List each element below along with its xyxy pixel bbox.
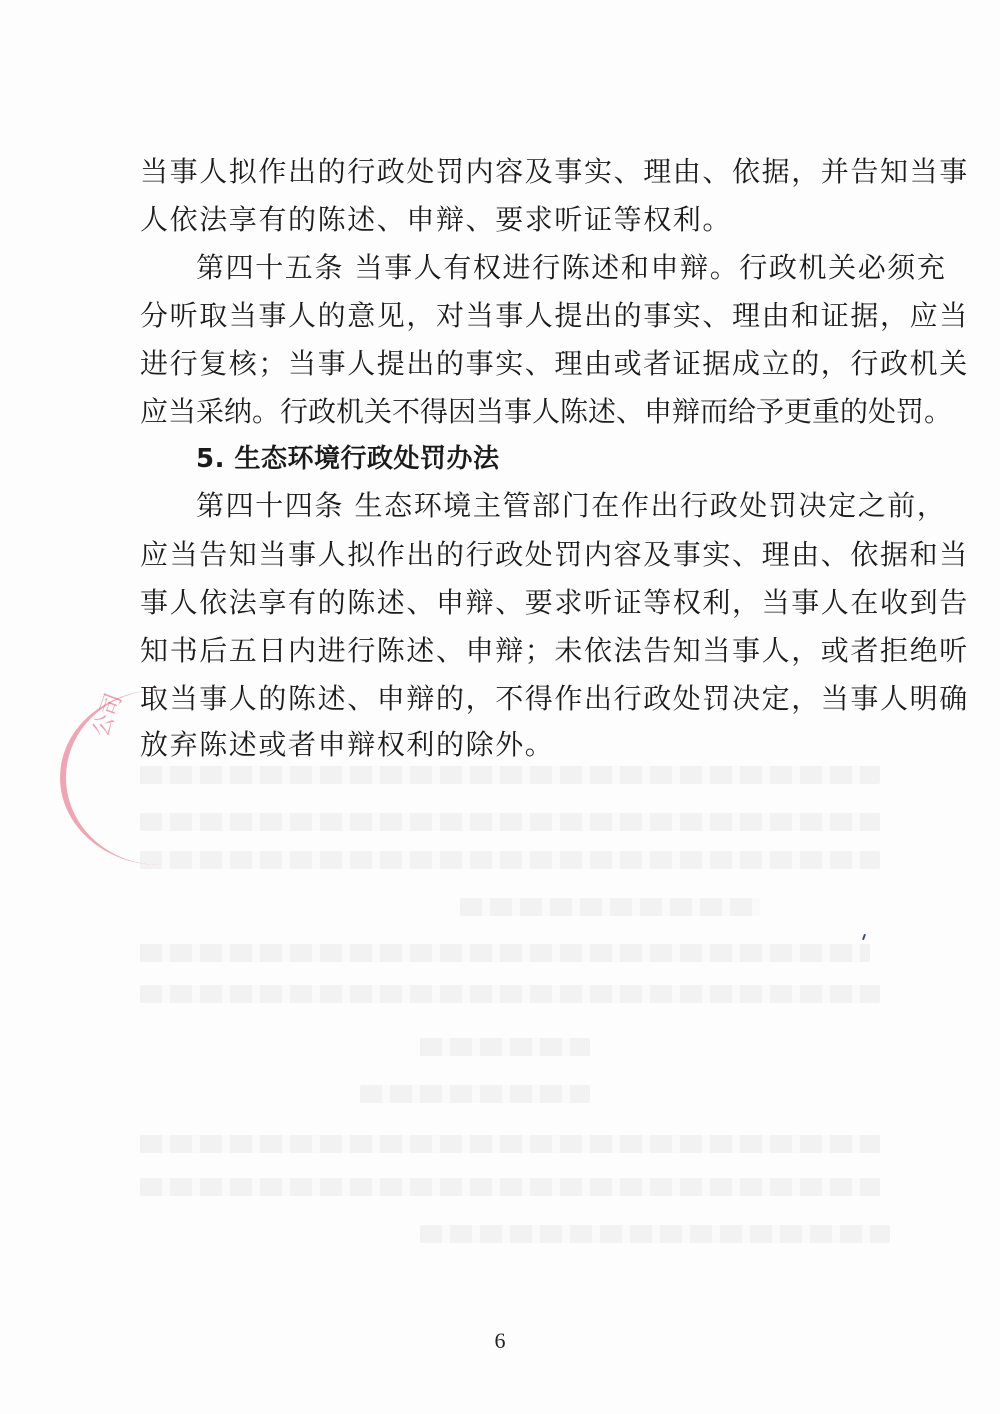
body-line: 放弃陈述或者申辩权利的除外。 xyxy=(140,728,555,761)
bleed-through-line xyxy=(360,1085,590,1103)
bleed-through-line xyxy=(420,1225,890,1243)
body-line: 应当告知当事人拟作出的行政处罚内容及事实、理由、依据和当 xyxy=(140,538,969,571)
seal-stamp xyxy=(48,690,168,865)
body-line: 当事人拟作出的行政处罚内容及事实、理由、依据，并告知当事 xyxy=(140,155,969,188)
body-line: 事人依法享有的陈述、申辩、要求听证等权利，当事人在收到告 xyxy=(140,586,969,619)
body-line: 取当事人的陈述、申辩的，不得作出行政处罚决定，当事人明确 xyxy=(140,682,969,715)
section-heading: 5. 生态环境行政处罚办法 xyxy=(196,444,500,474)
body-line: 知书后五日内进行陈述、申辩；未依法告知当事人，或者拒绝听 xyxy=(140,634,969,667)
bleed-through-line xyxy=(140,1178,880,1196)
body-line: 进行复核；当事人提出的事实、理由或者证据成立的，行政机关 xyxy=(140,347,969,380)
body-line: 分听取当事人的意见，对当事人提出的事实、理由和证据，应当 xyxy=(140,299,969,332)
ink-speck xyxy=(862,934,866,940)
seal-text: 公司 xyxy=(88,690,128,741)
bleed-through-line xyxy=(140,813,880,831)
page-number: 6 xyxy=(494,1328,506,1353)
body-line: 应当采纳。行政机关不得因当事人陈述、申辩而给予更重的处罚。 xyxy=(140,395,953,428)
article-44-line: 第四十四条 生态环境主管部门在作出行政处罚决定之前， xyxy=(196,489,947,522)
bleed-through-line xyxy=(420,1038,590,1056)
bleed-through-line xyxy=(140,944,870,962)
bleed-through-line xyxy=(140,766,880,784)
article-45-line: 第四十五条 当事人有权进行陈述和申辩。行政机关必须充 xyxy=(196,251,947,284)
bleed-through-line xyxy=(140,985,880,1003)
bleed-through-line xyxy=(460,898,760,916)
body-line: 人依法享有的陈述、申辩、要求听证等权利。 xyxy=(140,203,733,236)
bleed-through-line xyxy=(140,851,880,869)
bleed-through-line xyxy=(140,1135,880,1153)
